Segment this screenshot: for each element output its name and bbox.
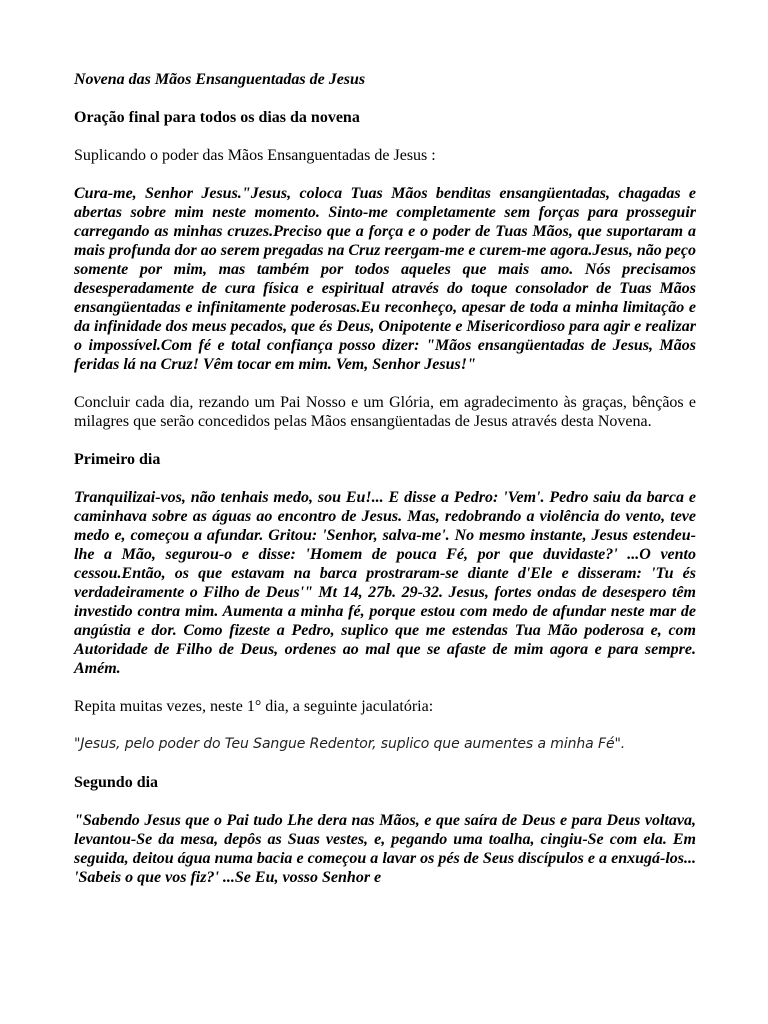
day1-ejaculation: "Jesus, pelo poder do Teu Sangue Redentor, suplico que aumentes a minha Fé". xyxy=(74,736,626,752)
intro-paragraph: Suplicando o poder das Mãos Ensanguentadas de Jesus : xyxy=(74,147,436,164)
day1-instruction: Repita muitas vezes, neste 1° dia, a seguinte jaculatória: xyxy=(74,698,434,715)
document-title: Novena das Mãos Ensanguentadas de Jesus xyxy=(74,71,366,88)
day2-prayer-paragraph: "Sabendo Jesus que o Pai tudo Lhe dera nas Mãos, e que saíra de Deus e para Deus voltava, levantou-Se da mesa, depôs as Suas vestes, e, pegando uma toalha, cingiu-Se com ela. Em seguida, deitou água numa bacia e começou a lavar os pés de Seus discípulos e a enxugá-los... 'Sabeis o que vos fiz?' ...Se Eu, vosso Senhor e xyxy=(74,812,696,886)
day1-heading: Primeiro dia xyxy=(74,451,161,468)
conclusion-paragraph: Concluir cada dia, rezando um Pai Nosso e um Glória, em agradecimento às graças, bênçãos e milagres que serão concedidos pelas Mãos ensangüentadas de Jesus através desta Novena. xyxy=(74,394,696,430)
document-subtitle: Oração final para todos os dias da novena xyxy=(74,109,360,126)
day2-heading: Segundo dia xyxy=(74,774,159,791)
final-prayer-paragraph: Cura-me, Senhor Jesus."Jesus, coloca Tuas Mãos benditas ensangüentadas, chagadas e abertas sobre mim neste momento. Sinto-me completamente sem forças para prosseguir carregando as minhas cruzes.Preciso que a força e o poder de Tuas Mãos, que suportaram a mais profunda dor ao serem pregadas na Cruz reergam-me e curem-me agora.Jesus, não peço somente por mim, mas também por todos aqueles que mais amo. Nós precisamos desesperadamente de cura física e espiritual através do toque consolador de Tuas Mãos ensangüentadas e infinitamente poderosas.Eu reconheço, apesar de toda a minha limitação e da infinidade dos meus pecados, que és Deus, Onipotente e Misericordioso para agir e realizar o impossível.Com fé e total confiança posso dizer: "Mãos ensangüentadas de Jesus, Mãos feridas lá na Cruz! Vêm tocar em mim. Vem, Senhor Jesus!" xyxy=(74,185,696,373)
day1-prayer-paragraph: Tranquilizai-vos, não tenhais medo, sou Eu!... E disse a Pedro: 'Vem'. Pedro saiu da barca e caminhava sobre as águas ao encontro de Jesus. Mas, redobrando a violência do vento, teve medo e, começou a afundar. Gritou: 'Senhor, salva-me'. No mesmo instante, Jesus estendeu-lhe a Mão, segurou-o e disse: 'Homem de pouca Fé, por que duvidaste?' ...O vento cessou.Então, os que estavam na barca prostraram-se diante d'Ele e disseram: 'Tu és verdadeiramente o Filho de Deus'" Mt 14, 27b. 29-32. Jesus, fortes ondas de desespero têm investido contra mim. Aumenta a minha fé, porque estou com medo de afundar neste mar de angústia e dor. Como fizeste a Pedro, suplico que me estendas Tua Mão poderosa e, com Autoridade de Filho de Deus, ordenes ao mal que se afaste de mim agora e para sempre. Amém. xyxy=(74,489,696,677)
document-page xyxy=(74,70,696,906)
